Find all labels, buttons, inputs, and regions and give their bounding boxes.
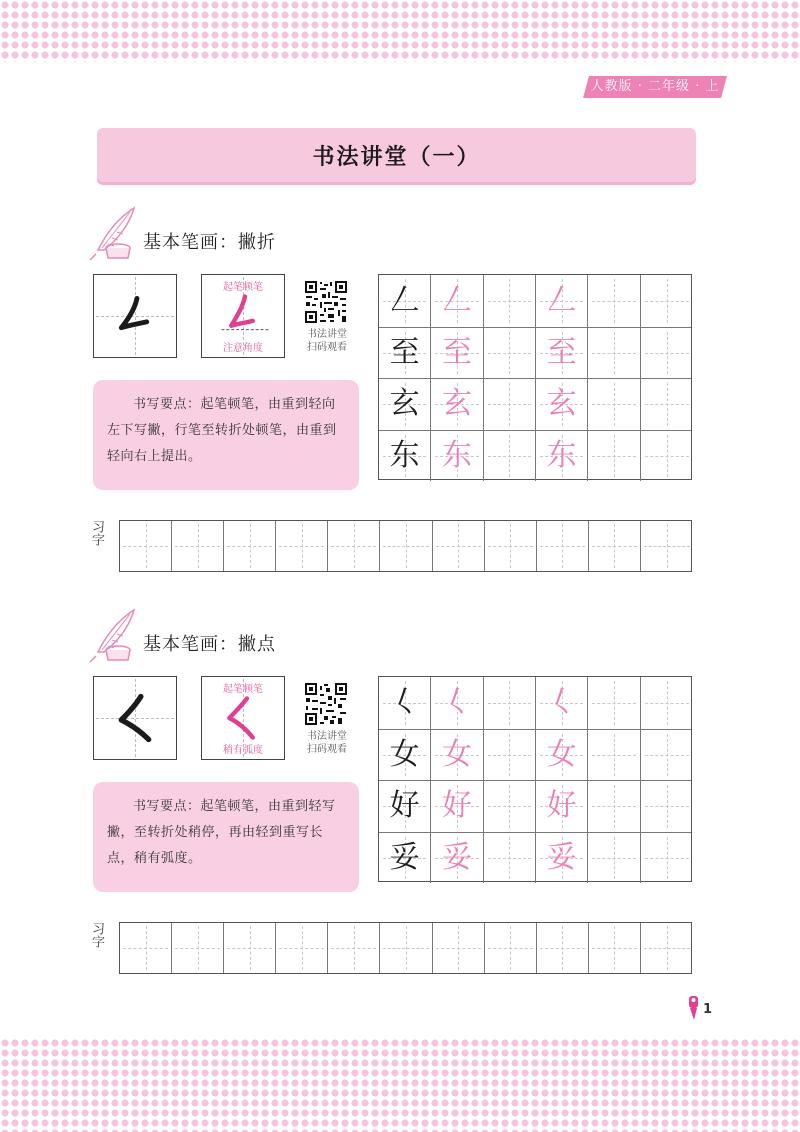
trace-cell[interactable]	[536, 431, 588, 482]
pie-zhe-stroke-glyph	[94, 275, 176, 357]
model-cell	[379, 781, 431, 832]
annotation-bottom: 稍有弧度	[223, 745, 263, 756]
blank-cell[interactable]	[484, 730, 536, 781]
trace-cell[interactable]	[536, 379, 588, 430]
practice-label: 习字	[89, 922, 104, 948]
practice-cell[interactable]	[485, 923, 537, 973]
practice-cell[interactable]	[224, 923, 276, 973]
blank-cell[interactable]	[588, 379, 640, 430]
blank-cell[interactable]	[641, 379, 693, 430]
annotation-top: 起笔顿笔	[223, 684, 263, 695]
quill-inkwell-icon	[84, 204, 138, 262]
practice-cell[interactable]	[641, 923, 693, 973]
annotated-demo-box	[201, 274, 285, 358]
blank-cell[interactable]	[641, 677, 693, 729]
blank-cell[interactable]	[588, 328, 640, 379]
stroke-title: 基本笔画：撇点	[143, 634, 276, 655]
trace-char: 𡿨	[441, 684, 472, 720]
practice-cell[interactable]	[433, 923, 485, 973]
trace-cell[interactable]	[431, 431, 483, 482]
model-cell	[379, 328, 431, 379]
trace-char: 妥	[441, 839, 472, 875]
trace-char: 至	[441, 334, 472, 370]
copy-grid	[378, 274, 692, 480]
grid-row	[379, 832, 691, 884]
writing-tip-text: 书写要点：起笔顿笔，由重到轻写撇，至转折处稍停，再由轻到重写长点，稍有弧度。	[107, 799, 336, 866]
blank-cell[interactable]	[588, 275, 640, 327]
blank-cell[interactable]	[641, 730, 693, 781]
annotation-top: 起笔顿笔	[223, 282, 263, 293]
practice-strip	[119, 520, 692, 572]
trace-char: 𠃋	[441, 282, 472, 318]
practice-cell[interactable]	[276, 923, 328, 973]
pie-dian-stroke-glyph	[94, 677, 176, 759]
blank-cell[interactable]	[588, 730, 640, 781]
blank-cell[interactable]	[484, 328, 536, 379]
pen-icon	[683, 994, 705, 1024]
blank-cell[interactable]	[588, 833, 640, 884]
qr-code[interactable]	[304, 280, 348, 324]
trace-cell[interactable]	[431, 833, 483, 884]
trace-cell[interactable]	[431, 730, 483, 781]
qr-caption-line2: 扫码观看	[307, 744, 347, 755]
model-cell	[379, 730, 431, 781]
model-cell	[379, 379, 431, 430]
model-char: 𡿨	[389, 684, 420, 720]
model-char: 东	[389, 437, 420, 473]
qr-code[interactable]	[304, 682, 348, 726]
trace-cell[interactable]	[536, 730, 588, 781]
blank-cell[interactable]	[484, 275, 536, 327]
qr-caption	[296, 730, 358, 756]
practice-label: 习字	[89, 520, 104, 546]
trace-cell[interactable]	[536, 833, 588, 884]
trace-cell[interactable]	[431, 275, 483, 327]
qr-caption-line2: 扫码观看	[307, 342, 347, 353]
writing-tips-panel	[93, 782, 359, 892]
practice-cell[interactable]	[328, 923, 380, 973]
grid-row	[379, 677, 691, 729]
blank-cell[interactable]	[484, 379, 536, 430]
top-dot-border	[0, 0, 800, 62]
practice-cell[interactable]	[172, 923, 224, 973]
trace-char: 妥	[546, 839, 577, 875]
title-banner	[97, 128, 696, 182]
bottom-dot-border	[0, 1038, 800, 1132]
blank-cell[interactable]	[588, 677, 640, 729]
practice-cell[interactable]	[380, 521, 432, 571]
trace-cell[interactable]	[536, 328, 588, 379]
trace-char: 东	[441, 437, 472, 473]
practice-cell[interactable]	[589, 521, 641, 571]
practice-cell[interactable]	[537, 521, 589, 571]
edition-label: 人教版 · 二年级 · 上	[590, 79, 720, 94]
trace-char: 𠃋	[546, 282, 577, 318]
page-number-badge	[683, 994, 723, 1024]
copy-grid	[378, 676, 692, 882]
grid-row	[379, 327, 691, 379]
practice-cell[interactable]	[537, 923, 589, 973]
trace-cell[interactable]	[431, 781, 483, 832]
page-title: 书法讲堂（一）	[312, 143, 481, 170]
practice-cell[interactable]	[172, 521, 224, 571]
blank-cell[interactable]	[641, 833, 693, 884]
stroke-demo-box	[93, 676, 177, 760]
page-number: 1	[703, 1002, 713, 1017]
trace-char: 好	[441, 788, 472, 824]
grid-row	[379, 275, 691, 327]
grid-row	[379, 378, 691, 430]
trace-char: 𡿨	[546, 684, 577, 720]
blank-cell[interactable]	[588, 431, 640, 482]
grid-row	[379, 780, 691, 832]
blank-cell[interactable]	[641, 328, 693, 379]
practice-cell[interactable]	[224, 521, 276, 571]
practice-strip	[119, 922, 692, 974]
grid-row	[379, 729, 691, 781]
practice-cell[interactable]	[276, 521, 328, 571]
practice-cell[interactable]	[120, 923, 172, 973]
trace-char: 女	[441, 736, 472, 772]
trace-cell[interactable]	[536, 781, 588, 832]
trace-cell[interactable]	[431, 379, 483, 430]
model-cell	[379, 833, 431, 884]
grid-row	[379, 430, 691, 482]
qr-caption-line1: 书法讲堂	[307, 731, 347, 742]
model-char: 好	[389, 788, 420, 824]
stroke-demo-box	[93, 274, 177, 358]
blank-cell[interactable]	[641, 431, 693, 482]
qr-caption	[296, 328, 358, 354]
practice-cell[interactable]	[589, 923, 641, 973]
blank-cell[interactable]	[588, 781, 640, 832]
trace-char: 好	[546, 788, 577, 824]
practice-cell[interactable]	[328, 521, 380, 571]
practice-cell[interactable]	[641, 521, 693, 571]
annotated-demo-box	[201, 676, 285, 760]
stroke-title: 基本笔画：撇折	[143, 232, 276, 253]
trace-char: 东	[546, 437, 577, 473]
trace-cell[interactable]	[431, 328, 483, 379]
trace-cell[interactable]	[431, 677, 483, 729]
writing-tip-text: 书写要点：起笔顿笔，由重到轻向左下写撇，行笔至转折处顿笔，由重到轻向右上提出。	[107, 397, 337, 464]
section-pie-dian	[0, 606, 800, 986]
trace-char: 玄	[546, 386, 577, 422]
model-char: 𠃋	[389, 282, 420, 318]
trace-cell[interactable]	[536, 677, 588, 729]
trace-char: 玄	[441, 386, 472, 422]
blank-cell[interactable]	[641, 275, 693, 327]
blank-cell[interactable]	[484, 833, 536, 884]
edition-tag	[583, 76, 727, 98]
model-cell	[379, 275, 431, 327]
practice-cell[interactable]	[380, 923, 432, 973]
practice-cell[interactable]	[485, 521, 537, 571]
model-cell	[379, 431, 431, 482]
trace-char: 至	[546, 334, 577, 370]
practice-cell[interactable]	[120, 521, 172, 571]
model-char: 玄	[389, 386, 420, 422]
quill-inkwell-icon	[84, 606, 138, 664]
practice-cell[interactable]	[433, 521, 485, 571]
writing-tips-panel	[93, 380, 359, 490]
annotation-bottom: 注意角度	[223, 343, 263, 354]
model-char: 妥	[389, 839, 420, 875]
model-char: 至	[389, 334, 420, 370]
blank-cell[interactable]	[484, 431, 536, 482]
blank-cell[interactable]	[641, 781, 693, 832]
model-cell	[379, 677, 431, 729]
blank-cell[interactable]	[484, 781, 536, 832]
model-char: 女	[389, 736, 420, 772]
qr-caption-line1: 书法讲堂	[307, 329, 347, 340]
blank-cell[interactable]	[484, 677, 536, 729]
section-pie-zhe	[0, 204, 800, 584]
trace-char: 女	[546, 736, 577, 772]
trace-cell[interactable]	[536, 275, 588, 327]
